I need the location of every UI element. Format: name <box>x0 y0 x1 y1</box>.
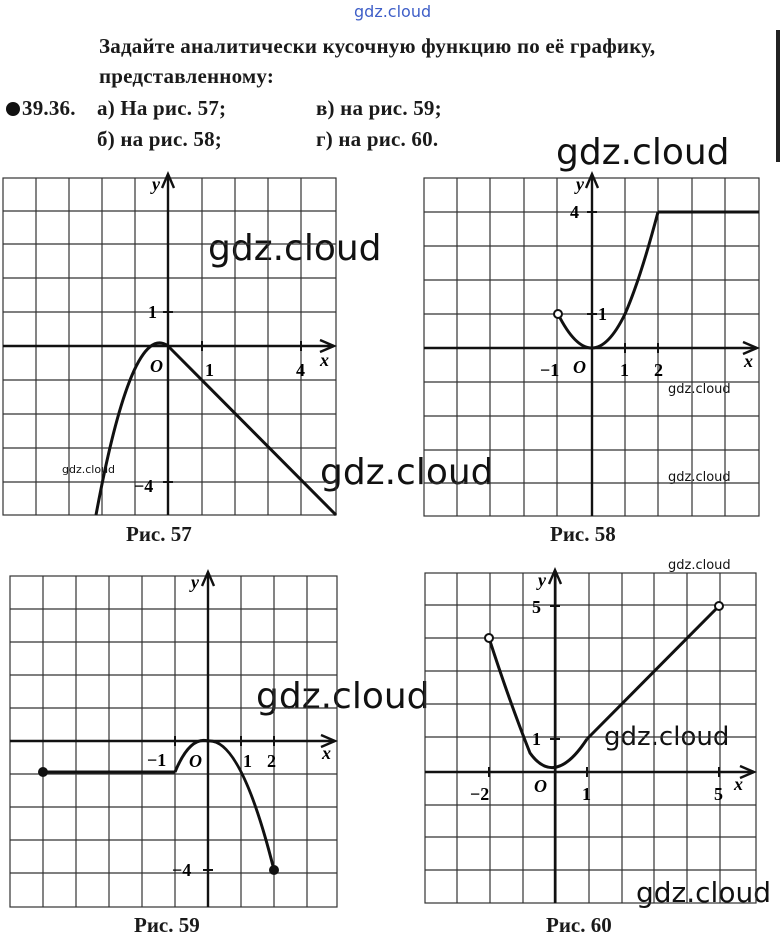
tick-label-y-1: 1 <box>148 302 157 322</box>
watermark-small: gdz.cloud <box>62 463 116 476</box>
y-axis-label: y <box>152 174 160 194</box>
figure-60-caption: Рис. 60 <box>546 913 612 937</box>
tick-label-y-1: 1 <box>532 729 541 749</box>
bullet-icon <box>6 102 20 116</box>
closed-point <box>269 865 279 875</box>
watermark-large: gdz.cloud <box>208 228 382 269</box>
watermark-medium: gdz.cloud <box>636 876 771 909</box>
task-intro-line2: представленному: <box>99 64 275 88</box>
watermark-small: gdz.cloud <box>668 470 731 485</box>
tick-label-y-1: 1 <box>598 304 607 324</box>
y-axis-label: y <box>538 570 546 590</box>
tick-label-y-4: 4 <box>570 202 579 222</box>
y-axis-label: y <box>576 174 584 194</box>
curve-line <box>587 606 719 739</box>
watermark-large: gdz.cloud <box>556 132 730 173</box>
curve-line <box>168 346 336 515</box>
tick-label-y-minus4: −4 <box>134 476 154 496</box>
task-number: 39.36. <box>22 96 76 120</box>
origin-label: O <box>573 357 586 377</box>
open-point <box>485 634 493 642</box>
x-axis-label: x <box>322 743 331 763</box>
tick-label-x-minus1: −1 <box>540 360 560 380</box>
watermark-small: gdz.cloud <box>668 382 731 397</box>
tick-label-x-1: 1 <box>582 784 591 804</box>
open-point <box>554 310 562 318</box>
axes <box>424 174 757 516</box>
origin-label: O <box>150 356 163 376</box>
tick-label-x-4: 4 <box>296 360 305 380</box>
watermark-top: gdz.cloud <box>354 2 432 21</box>
task-item-v: в) на рис. 59; <box>316 96 442 120</box>
y-axis-label: y <box>191 572 199 592</box>
tick-label-x-5: 5 <box>714 784 723 804</box>
figure-57-caption: Рис. 57 <box>126 522 192 546</box>
tick-label-y-minus4: −4 <box>172 860 192 880</box>
figure-58-caption: Рис. 58 <box>550 522 616 546</box>
tick-label-x-2: 2 <box>267 751 276 771</box>
origin-label: O <box>534 776 547 796</box>
tick-label-x-2: 2 <box>654 360 663 380</box>
page-edge-bar <box>776 30 780 162</box>
figure-57-graph <box>0 170 345 520</box>
grid <box>425 573 756 903</box>
axes <box>10 572 335 907</box>
tick-label-x-1: 1 <box>205 360 214 380</box>
figure-59-graph <box>0 568 345 913</box>
task-item-g: г) на рис. 60. <box>316 127 439 151</box>
origin-label: O <box>189 751 202 771</box>
x-axis-label: x <box>734 774 743 794</box>
figure-58-graph <box>420 170 765 520</box>
tick-label-y-5: 5 <box>532 597 541 617</box>
tick-label-x-minus2: −2 <box>470 784 490 804</box>
tick-label-x-minus1: −1 <box>147 750 167 770</box>
x-axis-label: x <box>320 350 329 370</box>
open-point <box>715 602 723 610</box>
watermark-medium: gdz.cloud <box>604 722 730 752</box>
watermark-large: gdz.cloud <box>320 452 494 493</box>
closed-point <box>38 767 48 777</box>
task-intro-line1: Задайте аналитически кусочную функцию по её графику, <box>99 34 656 58</box>
task-item-b: б) на рис. 58; <box>97 127 222 151</box>
watermark-large: gdz.cloud <box>256 676 430 717</box>
task-item-a: а) На рис. 57; <box>97 96 227 120</box>
x-axis-label: x <box>744 351 753 371</box>
watermark-small: gdz.cloud <box>668 558 731 573</box>
figure-60-graph <box>420 568 765 913</box>
tick-label-x-1: 1 <box>620 360 629 380</box>
tick-label-x-1: 1 <box>243 751 252 771</box>
figure-59-caption: Рис. 59 <box>134 913 200 937</box>
